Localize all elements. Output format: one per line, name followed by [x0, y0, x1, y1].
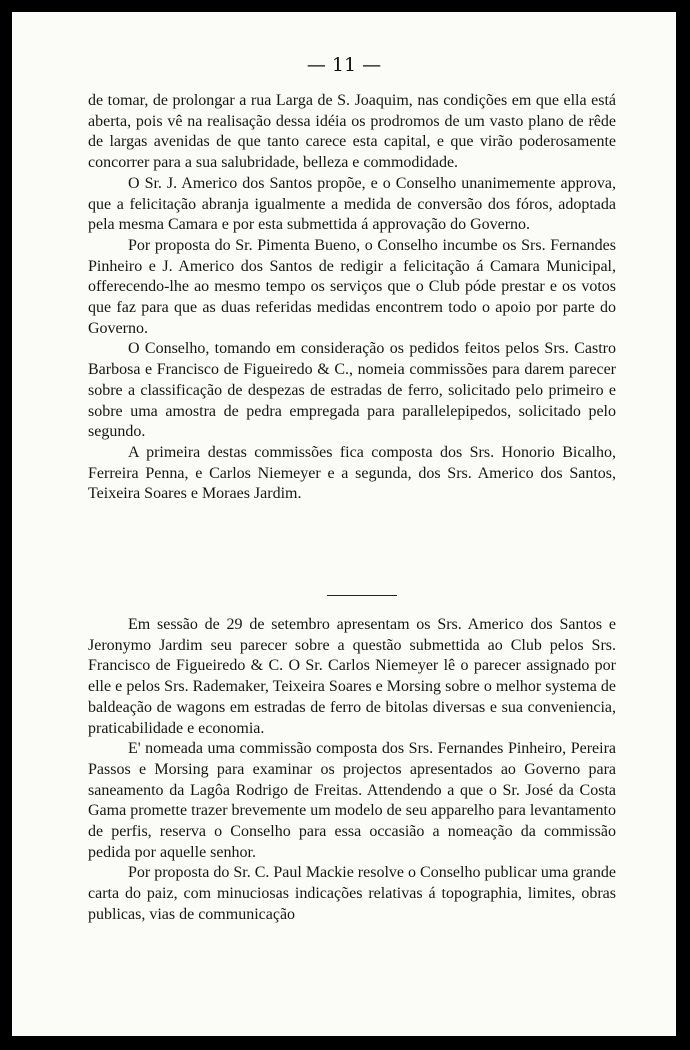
paragraph: E' nomeada uma commissão composta dos Srs. Fernandes Pinheiro, Pereira Passos e Morsing para examinar os projectos apresentados ao Governo para saneamento da Lagôa Rodrigo de Freitas. Attendendo a que o Sr. José da Costa Gama promette trazer brevemente um modelo de seu apparelho para levantamento de perfis, reserva o Conselho para essa occasião a nomeação da commissão pedida por aquelle senhor.: [88, 740, 616, 861]
document-page: [12, 12, 676, 1036]
page-number: — 11 —: [306, 54, 382, 76]
paragraph: O Conselho, tomando em consideração os pedidos feitos pelos Srs. Castro Barbosa e Francisco de Figueiredo & C., nomeia commissões para darem parecer sobre a classificação de despezas de estradas de ferro, solicitado pelo primeiro e sobre uma amostra de pedra empregada para parallelepipedos, solicitado pelo segundo.: [88, 340, 616, 441]
section-1-text: [88, 91, 616, 505]
paragraph: A primeira destas commissões fica composta dos Srs. Honorio Bicalho, Ferreira Penna, e Carlos Niemeyer e a segunda, dos Srs. Americo dos Santos, Teixeira Soares e Moraes Jardim.: [88, 443, 616, 503]
paragraph: Em sessão de 29 de setembro apresentam os Srs. Americo dos Santos e Jeronymo Jardim seu parecer sobre a questão submettida ao Club pelos Srs. Francisco de Figueiredo & C. O Sr. Carlos Niemeyer lê o parecer assignado por elle e pelos Srs. Rademaker, Teixeira Soares e Morsing sobre o melhor systema de baldeação de wagons em estradas de ferro de bitolas diversas e sua conveniencia, praticabilidade e economia.: [88, 616, 616, 737]
section-divider: [327, 595, 397, 596]
paragraph: de tomar, de prolongar a rua Larga de S. Joaquim, nas condições em que ella está aberta, pois vê na realisação dessa idéia os prodromos de um vasto plano de rêde de largas avenidas de que tanto carece esta capital, e que virão poderosamente concorrer para a sua salubridade, belleza e commodidade.: [88, 92, 616, 172]
paragraph: Por proposta do Sr. C. Paul Mackie resolve o Conselho publicar uma grande carta do paiz, com minuciosas indicações relativas á topographia, limites, obras publicas, vias de communicação: [88, 864, 616, 923]
section-2-text: [88, 615, 616, 926]
paragraph: O Sr. J. Americo dos Santos propõe, e o Conselho unanimemente approva, que a felicitação abranja igualmente a medida de conversão dos fóros, adoptada pela mesma Camara e por esta submettida á approvação do Governo.: [88, 174, 616, 234]
paragraph: Por proposta do Sr. Pimenta Bueno, o Conselho incumbe os Srs. Fernandes Pinheiro e J. Americo dos Santos de redigir a felicitação á Camara Municipal, offerecendo-lhe ao mesmo tempo os serviços que o Club póde prestar e os votos que faz para que as duas referidas medidas encontrem todo o apoio por parte do Governo.: [88, 236, 616, 337]
